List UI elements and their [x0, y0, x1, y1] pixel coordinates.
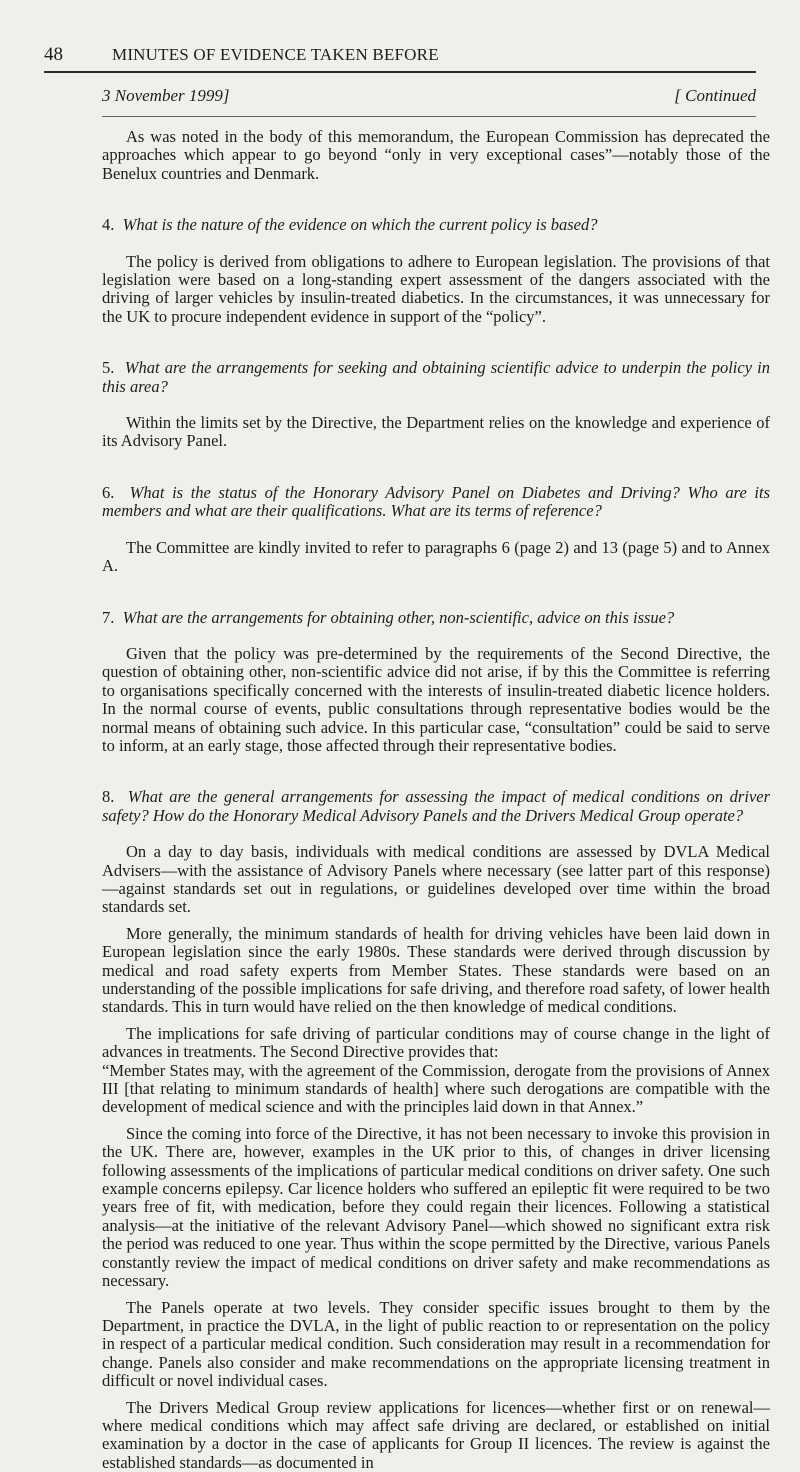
- answer-8-para-5: The Panels operate at two levels. They consider specific issues brought to them by the Department, in practice the DVLA, in the light of public reaction to or representation on the policy in respect of a particular medical condition. Such consideration may result in a recommendation for change. Panels also consider and make recommendations on the appropriate licensing treatment in difficult or novel individual cases.: [102, 1297, 770, 1391]
- answer-6: The Committee are kindly invited to refer to paragraphs 6 (page 2) and 13 (page 5) and to Annex A.: [102, 537, 770, 576]
- answer-5: Within the limits set by the Directive, the Department relies on the knowledge and experience of its Advisory Panel.: [102, 413, 770, 451]
- question-4-text: What is the nature of the evidence on which the current policy is based?: [122, 215, 598, 235]
- document-body: [102, 128, 770, 1472]
- page-header: [44, 44, 756, 70]
- question-6-text: What is the status of the Honorary Advisory Panel on Diabetes and Driving? Who are its members and what are their qualifications. What are its terms of reference?: [102, 482, 771, 521]
- answer-8-para-1: On a day to day basis, individuals with medical conditions are assessed by DVLA Medical Advisers—with the assistance of Advisory Panels where necessary (see latter part of this response)—against standards set out in regulations, or guidelines developed over time within the broad standards set.: [102, 842, 770, 917]
- answer-7: Given that the policy was pre-determined by the requirements of the Second Directive, the question of obtaining other, non-scientific advice did not arise, if by this the Committee is referring to organisations specifically concerned with the interests of insulin-treated diabetic licence holders. In the normal course of events, public consultations through representative bodies would be the normal means of obtaining such advice. In this particular case, “consultation” could be said to serve to inform, at an early stage, those affected through their representative bodies.: [102, 643, 770, 755]
- question-7: 7. What are the arrangements for obtaining other, non-scientific, advice on this issue?: [102, 607, 675, 627]
- intro-paragraph: As was noted in the body of this memorandum, the European Commission has deprecated the approaches which appear to go beyond “only in very exceptional cases”—notably those of the Benelux countries and Denmark.: [102, 127, 770, 183]
- subheader-rule: [102, 116, 756, 117]
- header-rule: [44, 71, 756, 73]
- answer-8-para-2: More generally, the minimum standards of health for driving vehicles have been laid down in European legislation since the early 1980s. These standards were derived through discussion by medical and road safety experts from Member States. These standards were based on an understanding of the possible implications for safe driving, and therefore road safety, of lower health standards. This in turn would have relied on the then knowledge of medical conditions.: [102, 923, 770, 1017]
- page-number: 48: [44, 44, 63, 65]
- answer-8-para-6: The Drivers Medical Group review applications for licences—whether first or on renewal—where medical conditions which may affect safe driving are declared, or established on initial examination by a doctor in the case of applicants for Group II licences. The review is against the established standards—as documented in: [102, 1397, 770, 1472]
- question-6: 6. What is the status of the Honorary Advisory Panel on Diabetes and Driving? Who are its members and what are their qualifications. What are its terms of reference?: [102, 482, 771, 521]
- session-date: 3 November 1999]: [102, 86, 230, 105]
- question-5-text: What are the arrangements for seeking and obtaining scientific advice to underpin the policy in this area?: [102, 358, 771, 396]
- answer-8-para-4: Since the coming into force of the Directive, it has not been necessary to invoke this provision in the UK. There are, however, examples in the UK prior to this, of changes in driver licensing following assessments of the implications of particular medical conditions on driver safety. One such example concerns epilepsy. Car licence holders who suffered an epileptic fit were required to be two years free of fit, with medication, before they could regain their licences. Following a statistical analysis—at the initiative of the relevant Advisory Panel—which showed no significant extra risk the period was reduced to one year. Thus within the scope permitted by the Directive, various Panels constantly review the impact of medical conditions on driver safety and make recommendations as necessary.: [102, 1123, 770, 1291]
- question-8: 8. What are the general arrangements for assessing the impact of medical conditions on driver safety? How do the Honorary Medical Advisory Panels and the Drivers Medical Group operate?: [102, 787, 771, 825]
- question-7-text: What are the arrangements for obtaining other, non-scientific, advice on this issue?: [122, 607, 675, 627]
- running-title: MINUTES OF EVIDENCE TAKEN BEFORE: [112, 45, 439, 64]
- question-8-text: What are the general arrangements for assessing the impact of medical conditions on driver safety? How do the Honorary Medical Advisory Panels and the Drivers Medical Group operate?: [102, 787, 771, 825]
- continued-label: [ Continued: [674, 86, 756, 105]
- question-4: 4. What is the nature of the evidence on which the current policy is based?: [102, 215, 598, 235]
- answer-4: The policy is derived from obligations to adhere to European legislation. The provisions of that legislation were based on a long-standing expert assessment of the dangers associated with the driving of larger vehicles by insulin-treated diabetics. In the circumstances, it was unnecessary for the UK to procure independent evidence in support of the “policy”.: [102, 251, 770, 326]
- answer-8-para-3: The implications for safe driving of particular conditions may of course change in the light of advances in treatments. The Second Directive provides that:: [102, 1023, 770, 1062]
- directive-quote: “Member States may, with the agreement of the Commission, derogate from the provisions of Annex III [that relating to minimum standards of health] where such derogations are compatible with the development of medical science and with the principles laid down in that Annex.”: [102, 1060, 770, 1117]
- question-5: 5. What are the arrangements for seeking and obtaining scientific advice to underpin the policy in this area?: [102, 358, 771, 396]
